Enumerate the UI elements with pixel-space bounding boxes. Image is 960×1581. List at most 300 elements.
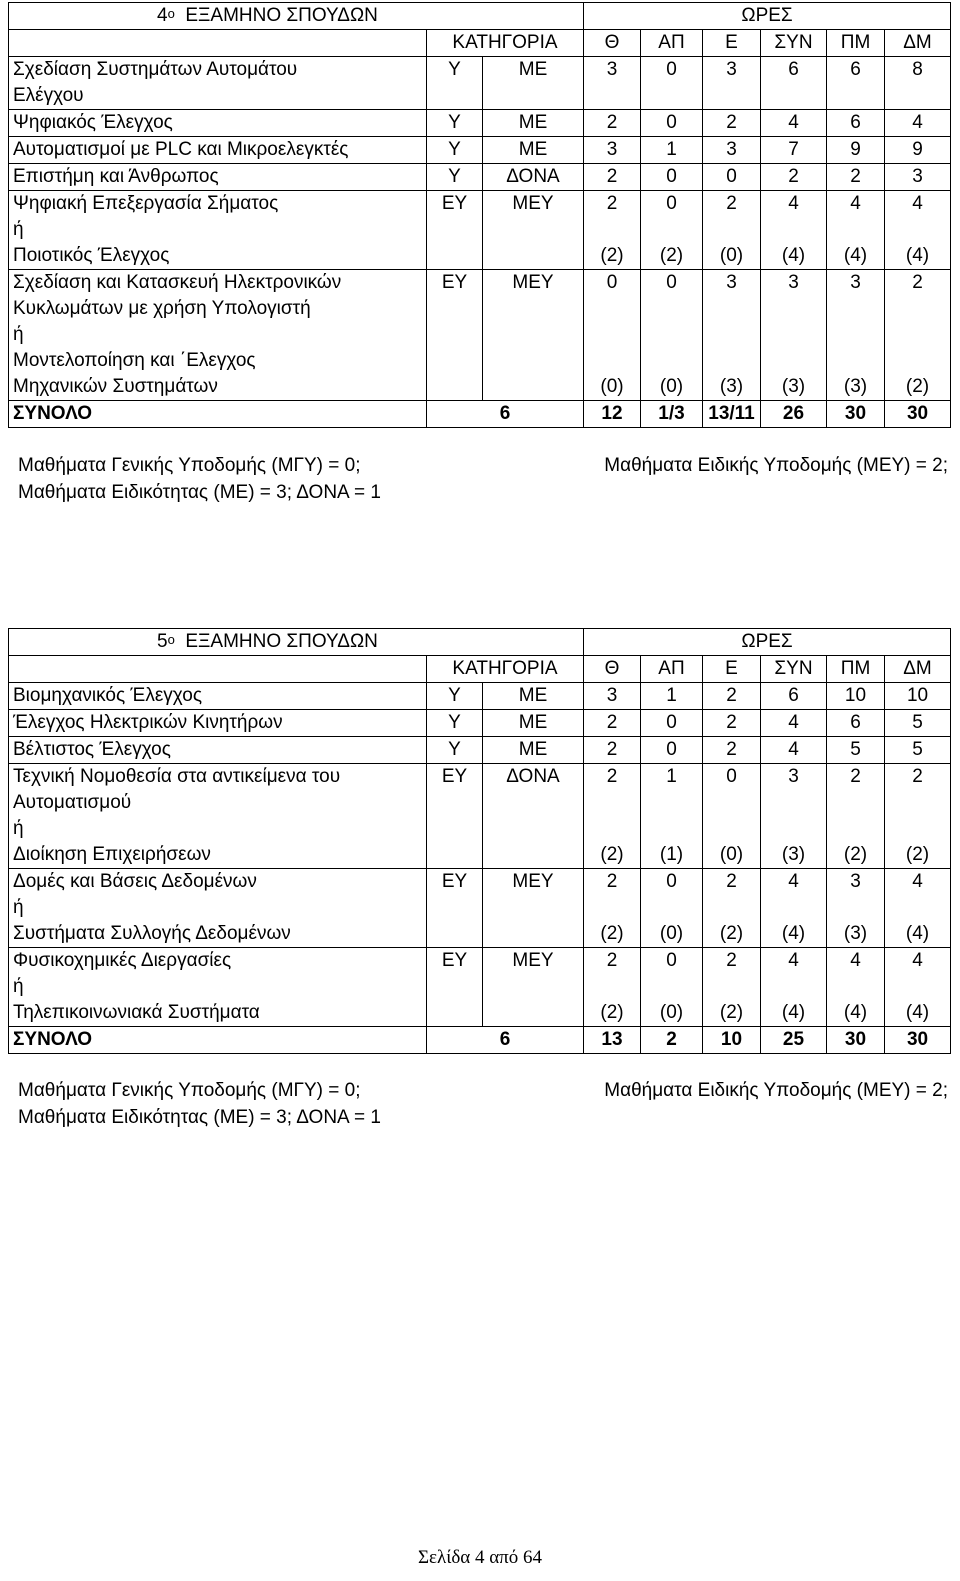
- semester-number: 4: [157, 5, 168, 26]
- hours-cell: [827, 737, 885, 764]
- hours-value: 2: [726, 950, 737, 971]
- hours-value: 4: [788, 712, 799, 733]
- hours-value: 4: [850, 193, 861, 214]
- hours-cell: [827, 137, 885, 164]
- course-type: Υ: [427, 110, 483, 137]
- empty-header-cell: [9, 30, 427, 57]
- spacer: [707, 816, 756, 842]
- note-me-dona: Μαθήματα Ειδικότητας (ΜΕ) = 3; ΔΟΝΑ = 1: [18, 1107, 381, 1128]
- hours-value: 2: [606, 193, 618, 214]
- hours-value: 2: [606, 950, 618, 971]
- hours-cell: [641, 869, 703, 948]
- course-name: [9, 737, 427, 764]
- spacer: [889, 348, 946, 374]
- spacer: [831, 348, 880, 374]
- spacer: [588, 974, 636, 1000]
- spacer: [645, 348, 698, 374]
- hours-cell: [761, 948, 827, 1027]
- note-mgy: Μαθήματα Γενικής Υποδομής (ΜΓΥ) = 0;: [18, 455, 361, 476]
- course-category: ΜΕ: [483, 57, 584, 110]
- course-type: ΕΥ: [427, 764, 483, 869]
- course-type: Υ: [427, 683, 483, 710]
- spacer: [645, 974, 698, 1000]
- spacer: [889, 790, 946, 816]
- hours-cell: [827, 191, 885, 270]
- course-row: [9, 270, 951, 401]
- hours-cell: [641, 270, 703, 401]
- hours-value: 2: [912, 766, 923, 787]
- course-row: [9, 737, 951, 764]
- hours-value: 4: [788, 871, 799, 892]
- spacer: [831, 895, 880, 921]
- hours-cell: [761, 191, 827, 270]
- course-category: ΜΕ: [483, 110, 584, 137]
- hours-cell: [761, 270, 827, 401]
- total-hours: 25: [761, 1027, 827, 1054]
- hours-alt-value: (4): [843, 245, 868, 266]
- hours-alt-value: (0): [719, 844, 744, 865]
- hours-value: 0: [666, 871, 677, 892]
- course-name-line: Αυτοματισμοί με PLC και Μικροελεγκτές: [13, 139, 349, 160]
- hours-cell: [703, 137, 761, 164]
- total-hours: 30: [827, 401, 885, 428]
- hours-value: 8: [912, 59, 923, 80]
- semester-4-notes: [18, 452, 948, 506]
- hours-cell: [641, 683, 703, 710]
- hours-value: 1: [666, 685, 677, 706]
- spacer: [831, 790, 880, 816]
- course-row: [9, 137, 951, 164]
- course-category: ΔΟΝΑ: [483, 764, 584, 869]
- hours-cell: [584, 683, 641, 710]
- hours-value: 2: [850, 166, 861, 187]
- hours-cell: [827, 948, 885, 1027]
- course-name: [9, 137, 427, 164]
- column-header-row: [9, 656, 951, 683]
- hours-alt-value: (0): [659, 1002, 684, 1023]
- column-header: ΔΜ: [885, 656, 951, 683]
- hours-cell: [641, 948, 703, 1027]
- hours-header: ΩΡΕΣ: [584, 3, 951, 30]
- hours-alt-value: (4): [843, 1002, 868, 1023]
- total-hours: 10: [703, 1027, 761, 1054]
- hours-cell: [885, 110, 951, 137]
- hours-value: 3: [912, 166, 923, 187]
- hours-cell: [584, 191, 641, 270]
- hours-alt-value: (2): [600, 844, 624, 865]
- hours-value: 3: [606, 139, 618, 160]
- hours-alt-value: (4): [905, 1002, 930, 1023]
- hours-cell: [584, 948, 641, 1027]
- spacer: [765, 348, 822, 374]
- hours-value: 2: [606, 766, 618, 787]
- course-name-line: Μοντελοποίηση και ΄Ελεγχος: [13, 350, 256, 371]
- ordinal-superscript: ο: [167, 6, 175, 21]
- hours-cell: [584, 164, 641, 191]
- spacer: [645, 217, 698, 243]
- spacer: [588, 348, 636, 374]
- note-mey: Μαθήματα Ειδικής Υποδομής (ΜΕΥ) = 2;: [604, 455, 948, 476]
- hours-cell: [885, 710, 951, 737]
- hours-value: 2: [850, 766, 861, 787]
- hours-alt-value: (2): [600, 1002, 624, 1023]
- hours-value: 0: [666, 112, 677, 133]
- semester-title-text: ΕΞΑΜΗΝΟ ΣΠΟΥΔΩΝ: [185, 631, 378, 652]
- spacer: [889, 322, 946, 348]
- hours-alt-value: (2): [905, 844, 930, 865]
- hours-value: 3: [788, 272, 799, 293]
- hours-cell: [584, 137, 641, 164]
- hours-cell: [584, 57, 641, 110]
- hours-alt-value: (4): [781, 1002, 806, 1023]
- course-name-line: Σχεδίαση και Κατασκευή Ηλεκτρονικών: [13, 272, 342, 293]
- hours-value: 2: [606, 712, 618, 733]
- hours-alt-value: (4): [905, 245, 930, 266]
- spacer: [707, 217, 756, 243]
- course-name: [9, 948, 427, 1027]
- hours-value: 0: [666, 950, 677, 971]
- hours-cell: [584, 270, 641, 401]
- hours-value: 0: [666, 712, 677, 733]
- hours-cell: [761, 737, 827, 764]
- course-name-line: Σχεδίαση Συστημάτων Αυτομάτου: [13, 59, 298, 80]
- hours-cell: [885, 869, 951, 948]
- hours-value: 5: [912, 739, 923, 760]
- course-row: [9, 948, 951, 1027]
- total-course-count: 6: [427, 1027, 584, 1054]
- hours-cell: [703, 57, 761, 110]
- column-header-row: [9, 30, 951, 57]
- hours-alt-value: (3): [843, 376, 868, 397]
- hours-cell: [885, 137, 951, 164]
- hours-value: 2: [606, 166, 618, 187]
- course-category: ΜΕ: [483, 683, 584, 710]
- hours-cell: [885, 191, 951, 270]
- hours-cell: [827, 270, 885, 401]
- course-name-line: Μηχανικών Συστημάτων: [13, 376, 218, 397]
- header-category: ΚΑΤΗΓΟΡΙΑ: [427, 30, 584, 57]
- ordinal-superscript: ο: [167, 632, 175, 647]
- course-row: [9, 764, 951, 869]
- column-header: ΑΠ: [641, 656, 703, 683]
- course-row: [9, 710, 951, 737]
- hours-cell: [584, 710, 641, 737]
- course-name: [9, 683, 427, 710]
- spacer: [645, 322, 698, 348]
- course-name-line: Κυκλωμάτων με χρήση Υπολογιστή: [13, 298, 311, 319]
- course-name: [9, 270, 427, 401]
- hours-alt-value: (3): [719, 376, 744, 397]
- hours-value: 4: [788, 739, 799, 760]
- spacer: [588, 322, 636, 348]
- course-type: Υ: [427, 164, 483, 191]
- course-row: [9, 110, 951, 137]
- hours-alt-value: (0): [659, 376, 684, 397]
- hours-value: 3: [850, 871, 861, 892]
- semester-4-table: [8, 2, 951, 428]
- hours-cell: [703, 869, 761, 948]
- hours-cell: [703, 948, 761, 1027]
- course-name: [9, 710, 427, 737]
- spacer: [765, 217, 822, 243]
- course-type: Υ: [427, 737, 483, 764]
- hours-cell: [885, 270, 951, 401]
- header-category: ΚΑΤΗΓΟΡΙΑ: [427, 656, 584, 683]
- hours-value: 2: [788, 166, 799, 187]
- course-type: ΕΥ: [427, 948, 483, 1027]
- spacer: [765, 790, 822, 816]
- hours-value: 2: [726, 739, 737, 760]
- hours-value: 9: [850, 139, 861, 160]
- spacer: [707, 296, 756, 322]
- course-name: [9, 110, 427, 137]
- course-type: ΕΥ: [427, 869, 483, 948]
- course-name-line: ή: [13, 818, 24, 839]
- semester-5-table: [8, 628, 951, 1054]
- hours-cell: [703, 737, 761, 764]
- note-mey: Μαθήματα Ειδικής Υποδομής (ΜΕΥ) = 2;: [604, 1080, 948, 1101]
- spacer: [645, 790, 698, 816]
- course-category: ΜΕΥ: [483, 869, 584, 948]
- spacer: [831, 974, 880, 1000]
- semester-title: [9, 3, 584, 30]
- note-me-dona: Μαθήματα Ειδικότητας (ΜΕ) = 3; ΔΟΝΑ = 1: [18, 482, 381, 503]
- course-row: [9, 57, 951, 110]
- hours-value: 3: [606, 685, 618, 706]
- total-label: ΣΥΝΟΛΟ: [9, 1027, 427, 1054]
- hours-cell: [761, 57, 827, 110]
- course-name-line: Έλεγχος Ηλεκτρικών Κινητήρων: [13, 712, 283, 733]
- hours-value: 4: [788, 950, 799, 971]
- hours-value: 4: [850, 950, 861, 971]
- column-header: ΔΜ: [885, 30, 951, 57]
- course-category: ΜΕ: [483, 137, 584, 164]
- course-category: ΜΕΥ: [483, 270, 584, 401]
- column-header: ΠΜ: [827, 656, 885, 683]
- total-hours: 30: [885, 401, 951, 428]
- hours-cell: [703, 110, 761, 137]
- spacer: [588, 816, 636, 842]
- hours-alt-value: (4): [781, 245, 806, 266]
- hours-alt-value: (2): [600, 245, 624, 266]
- course-name: [9, 164, 427, 191]
- hours-value: 0: [666, 272, 677, 293]
- hours-cell: [641, 191, 703, 270]
- spacer: [645, 816, 698, 842]
- hours-value: 2: [912, 272, 923, 293]
- hours-alt-value: (4): [781, 923, 806, 944]
- column-header: Ε: [703, 30, 761, 57]
- spacer: [831, 816, 880, 842]
- course-name-line: Βιομηχανικός Έλεγχος: [13, 685, 202, 706]
- column-header: Θ: [584, 656, 641, 683]
- course-name-line: Διοίκηση Επιχειρήσεων: [13, 844, 211, 865]
- column-header: ΠΜ: [827, 30, 885, 57]
- hours-value: 6: [850, 712, 861, 733]
- hours-cell: [703, 710, 761, 737]
- spacer: [889, 895, 946, 921]
- column-header: ΣΥΝ: [761, 30, 827, 57]
- course-name-line: Συστήματα Συλλογής Δεδομένων: [13, 923, 291, 944]
- hours-value: 2: [726, 871, 737, 892]
- total-hours: 12: [584, 401, 641, 428]
- hours-cell: [641, 137, 703, 164]
- hours-value: 2: [606, 871, 618, 892]
- hours-value: 2: [606, 112, 618, 133]
- hours-value: 4: [788, 112, 799, 133]
- course-name-line: Επιστήμη και Άνθρωπος: [13, 166, 219, 187]
- spacer: [889, 816, 946, 842]
- course-row: [9, 683, 951, 710]
- hours-cell: [703, 164, 761, 191]
- course-name-line: Ποιοτικός Έλεγχος: [13, 245, 170, 266]
- hours-value: 6: [850, 59, 861, 80]
- hours-value: 4: [912, 950, 923, 971]
- semester-title-text: ΕΞΑΜΗΝΟ ΣΠΟΥΔΩΝ: [185, 5, 378, 26]
- hours-value: 1: [666, 766, 677, 787]
- hours-value: 6: [788, 685, 799, 706]
- hours-value: 2: [726, 712, 737, 733]
- hours-alt-value: (3): [781, 376, 806, 397]
- hours-alt-value: (0): [659, 923, 684, 944]
- spacer: [765, 296, 822, 322]
- spacer: [765, 895, 822, 921]
- hours-cell: [827, 764, 885, 869]
- course-category: ΜΕ: [483, 710, 584, 737]
- spacer: [645, 895, 698, 921]
- hours-cell: [641, 710, 703, 737]
- spacer: [889, 217, 946, 243]
- spacer: [707, 790, 756, 816]
- hours-value: 0: [666, 193, 677, 214]
- hours-cell: [827, 110, 885, 137]
- note-mgy: Μαθήματα Γενικής Υποδομής (ΜΓΥ) = 0;: [18, 1080, 361, 1101]
- course-name-line: Τηλεπικοινωνιακά Συστήματα: [13, 1002, 260, 1023]
- spacer: [765, 816, 822, 842]
- hours-cell: [641, 764, 703, 869]
- semester-title-row: [9, 629, 951, 656]
- hours-cell: [761, 683, 827, 710]
- hours-value: 10: [906, 685, 929, 706]
- hours-value: 5: [850, 739, 861, 760]
- course-name-line: Βέλτιστος Έλεγχος: [13, 739, 171, 760]
- course-row: [9, 191, 951, 270]
- hours-alt-value: (0): [600, 376, 624, 397]
- hours-value: 3: [788, 766, 799, 787]
- course-name-line: Ψηφιακή Επεξεργασία Σήματος: [13, 193, 279, 214]
- hours-value: 0: [606, 272, 618, 293]
- hours-cell: [761, 764, 827, 869]
- hours-value: 4: [912, 871, 923, 892]
- spacer: [707, 895, 756, 921]
- hours-alt-value: (4): [905, 923, 930, 944]
- hours-cell: [885, 948, 951, 1027]
- course-name: [9, 57, 427, 110]
- course-type: ΕΥ: [427, 191, 483, 270]
- hours-value: 4: [788, 193, 799, 214]
- hours-alt-value: (2): [659, 245, 684, 266]
- hours-cell: [761, 710, 827, 737]
- hours-cell: [885, 737, 951, 764]
- hours-cell: [761, 110, 827, 137]
- spacer: [588, 217, 636, 243]
- total-label: ΣΥΝΟΛΟ: [9, 401, 427, 428]
- course-name-line: Τεχνική Νομοθεσία στα αντικείμενα του: [13, 766, 341, 787]
- total-hours: 1/3: [641, 401, 703, 428]
- hours-value: 4: [912, 112, 923, 133]
- hours-cell: [761, 869, 827, 948]
- total-hours: 30: [885, 1027, 951, 1054]
- course-category: ΜΕΥ: [483, 191, 584, 270]
- column-header: Ε: [703, 656, 761, 683]
- spacer: [707, 974, 756, 1000]
- semester-title: [9, 629, 584, 656]
- hours-value: 3: [726, 272, 737, 293]
- spacer: [707, 348, 756, 374]
- hours-alt-value: (2): [600, 923, 624, 944]
- total-hours: 26: [761, 401, 827, 428]
- total-course-count: 6: [427, 401, 584, 428]
- course-name-line: ή: [13, 976, 24, 997]
- hours-value: 3: [726, 139, 737, 160]
- hours-alt-value: (1): [659, 844, 684, 865]
- spacer: [889, 296, 946, 322]
- course-category: ΜΕ: [483, 737, 584, 764]
- hours-value: 2: [726, 685, 737, 706]
- course-name-line: Ελέγχου: [13, 85, 84, 106]
- page-footer: Σελίδα 4 από 64: [417, 1547, 543, 1568]
- total-hours: 30: [827, 1027, 885, 1054]
- total-row: [9, 1027, 951, 1054]
- hours-value: 0: [666, 59, 677, 80]
- course-type: ΕΥ: [427, 270, 483, 401]
- course-name: [9, 191, 427, 270]
- hours-cell: [703, 270, 761, 401]
- hours-value: 2: [606, 739, 618, 760]
- hours-alt-value: (2): [843, 844, 868, 865]
- spacer: [831, 217, 880, 243]
- course-name-line: Αυτοματισμού: [13, 792, 132, 813]
- hours-alt-value: (3): [843, 923, 868, 944]
- spacer: [765, 322, 822, 348]
- total-hours: 13/11: [703, 401, 761, 428]
- hours-value: 6: [788, 59, 799, 80]
- course-name-line: ή: [13, 897, 24, 918]
- course-row: [9, 869, 951, 948]
- hours-cell: [584, 869, 641, 948]
- hours-cell: [641, 110, 703, 137]
- hours-value: 0: [726, 766, 737, 787]
- spacer: [765, 974, 822, 1000]
- spacer: [588, 296, 636, 322]
- total-hours: 13: [584, 1027, 641, 1054]
- hours-alt-value: (2): [905, 376, 930, 397]
- spacer: [889, 974, 946, 1000]
- semester-number: 5: [157, 631, 168, 652]
- hours-cell: [827, 57, 885, 110]
- hours-cell: [761, 137, 827, 164]
- hours-value: 0: [666, 739, 677, 760]
- hours-cell: [703, 764, 761, 869]
- hours-alt-value: (3): [781, 844, 806, 865]
- hours-cell: [885, 164, 951, 191]
- hours-cell: [827, 710, 885, 737]
- hours-value: 4: [912, 193, 923, 214]
- hours-alt-value: (0): [719, 245, 744, 266]
- column-header: Θ: [584, 30, 641, 57]
- course-category: ΜΕΥ: [483, 948, 584, 1027]
- hours-cell: [641, 737, 703, 764]
